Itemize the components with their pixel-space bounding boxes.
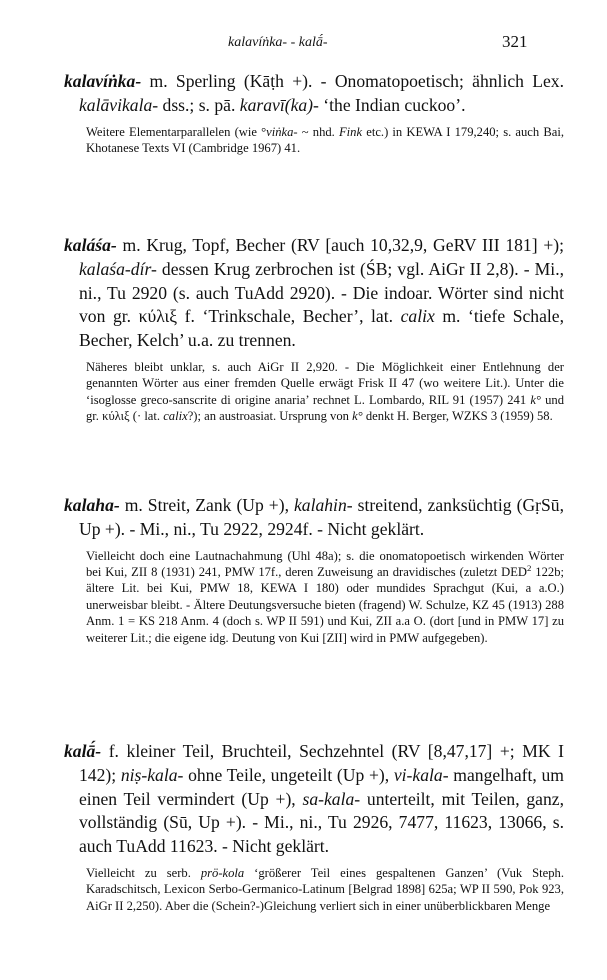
entry-kalaha (64, 494, 564, 646)
entry-headword: kalā́- (64, 741, 102, 761)
entry-main-text: kalā́- f. kleiner Teil, Bruchteil, Sechzehntel (RV [8,47,17] +; MK I 142); niṣ-kala- ohne Teile, ungeteilt (Up +), vi-kala- mangelhaft, um einen Teil vermindert (Up +), sa-kala- unterteilt, mit Teilen, ganz, vollständig (Sū, Up +). - Mi., ni., Tu 2926, 7477, 11623, 13066, s. auch TuAdd 11623. - Nicht geklärt. (64, 741, 564, 857)
entry-kalavinka (64, 70, 564, 156)
page-number: 321 (502, 32, 528, 51)
entry-headword: kalaha- (64, 495, 120, 515)
entry-note: Näheres bleibt unklar, s. auch AiGr II 2,920. - Die Möglichkeit einer Entlehnung der genannten Wörter aus einer fremden Quelle erwägt Frisk II 47 (wo weitere Lit.). Unter die ‘isoglosse greco-sanscrite di origine anaria’ rechnet L. Lombardo, RIL 91 (1957) 241 k° und gr. κύλιξ (· lat. calix?); an austroasiat. Ursprung von k° denkt H. Berger, WZKS 3 (1959) 58. (86, 359, 564, 424)
entry-headword: kalavíṅka- (64, 71, 142, 91)
entry-kala (64, 740, 564, 914)
entry-main-text: kalavíṅka- m. Sperling (Kāṭh +). - Onomatopoetisch; ähnlich Lex. kalāvikala- dss.; s. pā. karavī(ka)- ‘the Indian cuckoo’. (64, 71, 564, 115)
entry-note: Vielleicht zu serb. prö-kola ‘größerer Teil eines gespaltenen Ganzen’ (Vuk Steph. Karadschitsch, Lexicon Serbo-Germanico-Latinum [Belgrad 1898] 625a; WP II 590, Pok 923, AiGr II 2,250). Aber die (Schein?-)Gleichung verliert sich in einer unüberblickbaren Menge (86, 865, 564, 913)
entry-note: Weitere Elementarparallelen (wie °viṅka- ~ nhd. Fink etc.) in KEWA I 179,240; s. auch Bai, Khotanese Texts VI (Cambridge 1967) 41. (86, 124, 564, 155)
entry-main-text: kalaha- m. Streit, Zank (Up +), kalahin- streitend, zanksüchtig (GṛSū, Up +). - Mi., ni., Tu 2922, 2924f. - Nicht geklärt. (64, 495, 564, 539)
entry-headword: kaláśa- (64, 235, 117, 255)
entry-note: Vielleicht doch eine Lautnachahmung (Uhl 48a); s. die onomatopoetisch wirkenden Wörter bei Kui, ZII 8 (1931) 241, PMW 17f., deren Zuweisung an dravidisches (zuletzt DED$^2$ 122b; ältere Lit. bei Kui, PMW 18, KEWA I 180) oder mundides Sprachgut (Kui, a a.O.) unerweisbar bleibt. - Ältere Deutungsversuche bieten (fragend) W. Schulze, KZ 45 (1913) 288 Anm. 1 = KS 218 Anm. 4 (doch s. WP II 591) und Kui, ZII a.a O. (dort [und in PMW 17] zu weiterer Lit.; die eigene idg. Deutung von Kui [ZII] wird in PMW aufgegeben). (86, 548, 564, 645)
running-head (0, 32, 607, 56)
entry-kalasa (64, 234, 564, 425)
entry-main-text: kaláśa- m. Krug, Topf, Becher (RV [auch 10,32,9, GeRV III 181] +); kalaśa-dír- dessen Krug zerbrochen ist (ŚB; vgl. AiGr II 2,8). - Mi., ni., Tu 2920 (s. auch TuAdd 2920). - Die indoar. Wörter sind nicht von gr. κύλιξ f. ‘Trinkschale, Becher’, lat. calix m. ‘tiefe Schale, Becher, Kelch’ u.a. zu trennen. (64, 235, 564, 351)
running-head-title: kalavíṅka- - kalā́- (228, 35, 328, 50)
